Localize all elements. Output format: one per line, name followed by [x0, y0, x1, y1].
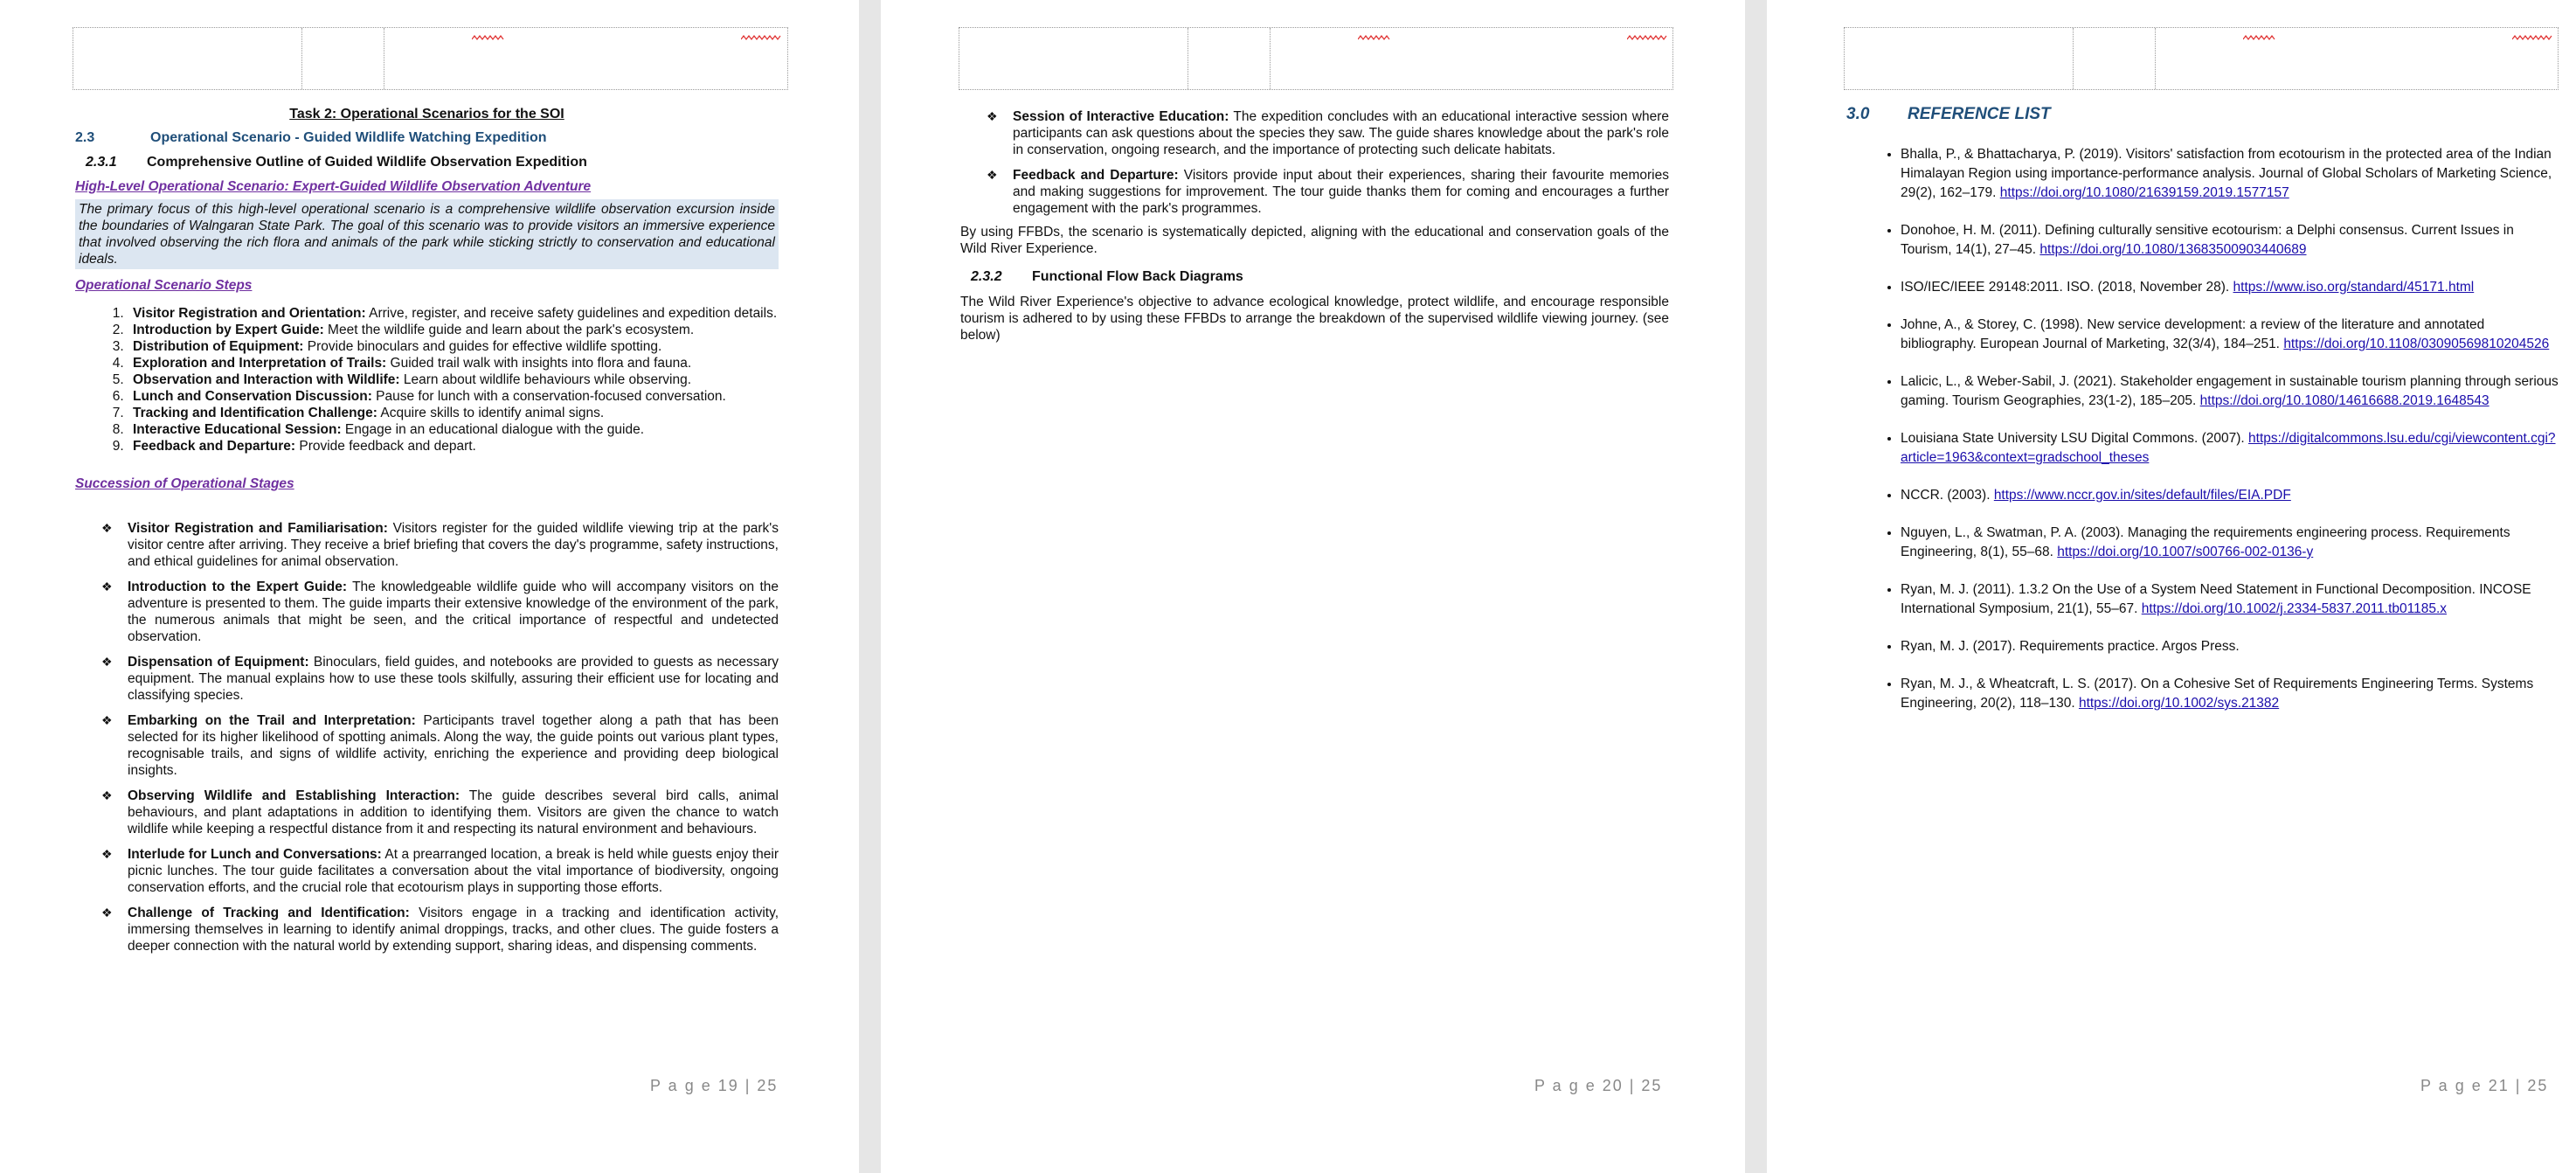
header-table — [959, 27, 1673, 90]
reference-item: • Lalicic, L., & Weber-Sabil, J. (2021). Stakeholder engagement in sustainable tourism planning through serious gaming. Tourism Geographies, 23(1-2), 185–205. https://doi.org/10.1080/14616688.2019.1648543 — [1901, 372, 2563, 411]
spellcheck-squiggle — [741, 35, 781, 42]
steps-list — [75, 305, 779, 455]
header-cell — [73, 28, 302, 89]
list-item: 3. Distribution of Equipment: Provide binoculars and guides for effective wildlife spotting. — [128, 338, 779, 355]
high-level-scenario-title: High-Level Operational Scenario: Expert-Guided Wildlife Observation Adventure — [75, 179, 592, 194]
reference-link[interactable]: https://doi.org/10.1080/21639159.2019.1577157 — [1999, 185, 2289, 200]
steps-title: Operational Scenario Steps — [75, 278, 253, 293]
reference-link[interactable]: https://doi.org/10.1080/14616688.2019.1648543 — [2199, 393, 2489, 408]
reference-list — [1846, 145, 2563, 713]
page-number: P a g e 20 | 25 — [1534, 1077, 1663, 1094]
spellcheck-squiggle — [1358, 35, 1391, 42]
list-item: ❖ Feedback and Departure: Visitors provide input about their experiences, sharing their favourite memories and making suggestions for improvement. The tour guide thanks them for coming and encourages a further engagement with the park's programmes. — [987, 168, 1669, 216]
list-item: ❖ Interlude for Lunch and Conversations: At a prearranged location, a break is held while guests enjoy their picnic lunches. The tour guide facilitates a conversation about the vital importance of biodiversity, ongoing conservation efforts, and the crucial role that ecotourism plays in supporting those efforts. — [101, 847, 779, 895]
header-cell — [959, 28, 1188, 89]
diamond-bullet-icon: ❖ — [101, 655, 113, 669]
spellcheck-squiggle — [1627, 35, 1667, 42]
header-cell — [302, 28, 384, 89]
task-title: Task 2: Operational Scenarios for the SOI — [289, 107, 564, 121]
stages-title: Succession of Operational Stages — [75, 476, 294, 491]
page-number: P a g e 21 | 25 — [2420, 1077, 2549, 1094]
list-item: ❖ Embarking on the Trail and Interpretation: Participants travel together along a path that has been selected for its higher likelihood of spotting animals. Along the way, the guide points out various plant types, recognisable trails, and signs of wildlife activity, enriching the experience and providing deep biological insights. — [101, 713, 779, 778]
header-cell — [2156, 28, 2558, 89]
list-item: ❖ Challenge of Tracking and Identification: Visitors engage in a tracking and identification activity, immersing themselves in learning to identify animal droppings, tracks, and other clues. The guide fosters a deeper connection with the natural world by extending support, sharing ideas, and dispensing comments. — [101, 906, 779, 954]
list-item: ❖ Visitor Registration and Familiarisation: Visitors register for the guided wildlife viewing trip at the park's visitor centre after arriving. They receive a brief briefing that covers the day's programme, safety instructions, and ethical guidelines for animal observation. — [101, 521, 779, 569]
header-cell — [2074, 28, 2156, 89]
list-item: 2. Introduction by Expert Guide: Meet the wildlife guide and learn about the park's ecosystem. — [128, 322, 779, 338]
reference-link[interactable]: https://www.iso.org/standard/45171.html — [2233, 280, 2475, 295]
section-heading — [75, 129, 779, 146]
list-item: ❖ Dispensation of Equipment: Binoculars, field guides, and notebooks are provided to guests as necessary equipment. The manual explains how to use these tools skilfully, assuring their efficient use for locating and classifying species. — [101, 655, 779, 703]
list-item: ❖ Session of Interactive Education: The expedition concludes with an educational interactive session where participants can ask questions about the species they saw. The guide shares knowledge about the park's role in conservation, ongoing research, and the importance of protecting such delicate habitats. — [987, 109, 1670, 157]
diamond-bullet-icon: ❖ — [101, 713, 113, 727]
page-19-body — [75, 106, 779, 963]
reference-link[interactable]: https://doi.org/10.1108/03090569810204526 — [2283, 337, 2550, 351]
subsection-heading — [960, 268, 1669, 285]
list-item: ❖ Observing Wildlife and Establishing Interaction: The guide describes several bird calls, animal behaviours, and plant adaptations in addition to identifying them. Visitors are given the chance to watch wildlife while keeping a respectful distance from it and respecting its natural environment and behaviours. — [101, 788, 779, 836]
diamond-bullet-icon: ❖ — [101, 906, 113, 920]
diamond-bullet-icon: ❖ — [101, 580, 113, 593]
summary-paragraph: By using FFBDs, the scenario is systematically depicted, aligning with the educational and conservation goals of the Wild River Experience. — [960, 225, 1669, 256]
reference-link[interactable]: https://doi.org/10.1002/sys.21382 — [2078, 696, 2280, 711]
subsection-heading — [75, 154, 779, 170]
page-21-body — [1846, 106, 2563, 732]
list-item: 8. Interactive Educational Session: Engage in an educational dialogue with the guide. — [128, 421, 779, 438]
subsection-number: 2.3.1 — [86, 155, 117, 170]
spellcheck-squiggle — [472, 35, 505, 42]
header-table — [1844, 27, 2559, 90]
spellcheck-squiggle — [2243, 35, 2276, 42]
reference-item: • ISO/IEC/IEEE 29148:2011. ISO. (2018, November 28). https://www.iso.org/standard/45171.html — [1901, 278, 2563, 297]
diamond-bullet-icon: ❖ — [101, 521, 113, 535]
list-item: 1. Visitor Registration and Orientation: Arrive, register, and receive safety guidelines and expedition details. — [128, 305, 779, 322]
reference-item: • Louisiana State University LSU Digital Commons. (2007). https://digitalcommons.lsu.edu/cgi/viewcontent.cgi?article=1963&context=gradschool_theses — [1901, 429, 2563, 468]
reference-link[interactable]: https://www.nccr.gov.in/sites/default/files/EIA.PDF — [1993, 488, 2291, 503]
document-page-19 — [0, 0, 859, 1173]
list-item: ❖ Introduction to the Expert Guide: The knowledgeable wildlife guide who will accompany visitors on the adventure is presented to them. The guide imparts their extensive knowledge of the environment of the park, the numerous animals that might be seen, and the critical importance of respectful and undetected observation. — [101, 580, 779, 644]
reference-item: • Ryan, M. J., & Wheatcraft, L. S. (2017). On a Cohesive Set of Requirements Engineering Terms. Systems Engineering, 20(2), 118–130. https://doi.org/10.1002/sys.21382 — [1901, 675, 2563, 713]
section-number: 2.3 — [75, 130, 95, 145]
subsection-title: Functional Flow Back Diagrams — [1032, 269, 1243, 284]
section-title: Operational Scenario - Guided Wildlife Watching Expedition — [150, 130, 547, 145]
stages-list-continued — [960, 108, 1669, 217]
header-cell — [384, 28, 787, 89]
diamond-bullet-icon: ❖ — [987, 168, 998, 182]
header-cell — [1845, 28, 2074, 89]
reference-link[interactable]: https://digitalcommons.lsu.edu/cgi/viewcontent.cgi?article=1963&context=gradschool_theses — [1901, 431, 2556, 465]
reference-heading — [1846, 106, 2563, 122]
list-item: 4. Exploration and Interpretation of Trails: Guided trail walk with insights into flora and fauna. — [128, 355, 779, 371]
document-page-20 — [881, 0, 1745, 1173]
reference-item: • Ryan, M. J. (2017). Requirements practice. Argos Press. — [1901, 637, 2563, 656]
list-item: 5. Observation and Interaction with Wildlife: Learn about wildlife behaviours while observing. — [128, 371, 779, 388]
header-table — [73, 27, 788, 90]
reference-item: • Johne, A., & Storey, C. (1998). New service development: a review of the literature and annotated bibliography. European Journal of Marketing, 32(3/4), 184–251. https://doi.org/10.1108/03090569810204526 — [1901, 316, 2563, 354]
reference-link[interactable]: https://doi.org/10.1007/s00766-002-0136-y — [2057, 545, 2314, 559]
document-page-21 — [1767, 0, 2576, 1173]
reference-item: • Donohoe, H. M. (2011). Defining culturally sensitive ecotourism: a Delphi consensus. Current Issues in Tourism, 14(1), 27–45. https://doi.org/10.1080/13683500903440689 — [1901, 221, 2563, 260]
subsection-title: Comprehensive Outline of Guided Wildlife Observation Expedition — [147, 155, 587, 170]
page-number: P a g e 19 | 25 — [650, 1077, 779, 1094]
header-cell — [1271, 28, 1672, 89]
reference-item: • Nguyen, L., & Swatman, P. A. (2003). Managing the requirements engineering process. Requirements Engineering, 8(1), 55–68. https://doi.org/10.1007/s00766-002-0136-y — [1901, 524, 2563, 562]
stages-list — [75, 520, 779, 954]
section-title: REFERENCE LIST — [1908, 105, 2051, 123]
list-item: 6. Lunch and Conservation Discussion: Pause for lunch with a conservation-focused conversation. — [128, 388, 779, 405]
reference-item: • Ryan, M. J. (2011). 1.3.2 On the Use of a System Need Statement in Functional Decomposition. INCOSE International Symposium, 21(1), 55–67. https://doi.org/10.1002/j.2334-5837.2011.tb01185.x — [1901, 580, 2563, 619]
header-cell — [1188, 28, 1271, 89]
reference-item: • Bhalla, P., & Bhattacharya, P. (2019). Visitors' satisfaction from ecotourism in the protected area of the Indian Himalayan Region using importance-performance analysis. Journal of Global Scholars of Marketing Science, 29(2), 162–179. https://doi.org/10.1080/21639159.2019.1577157 — [1901, 145, 2563, 203]
reference-item: • NCCR. (2003). https://www.nccr.gov.in/sites/default/files/EIA.PDF — [1901, 486, 2563, 505]
list-item: 9. Feedback and Departure: Provide feedback and depart. — [128, 438, 779, 455]
reference-link[interactable]: https://doi.org/10.1002/j.2334-5837.2011.tb01185.x — [2141, 601, 2448, 616]
page-20-body — [960, 108, 1669, 344]
list-item: 7. Tracking and Identification Challenge: Acquire skills to identify animal signs. — [128, 405, 779, 421]
diamond-bullet-icon: ❖ — [101, 788, 113, 802]
diamond-bullet-icon: ❖ — [101, 847, 113, 861]
section-number: 3.0 — [1846, 105, 1870, 123]
reference-link[interactable]: https://doi.org/10.1080/13683500903440689 — [2039, 242, 2307, 257]
body-paragraph: The Wild River Experience's objective to advance ecological knowledge, protect wildlife, and encourage responsible tourism is adhered to by using these FFBDs to arrange the breakdown of the supervised wildlife viewing journey. (see below) — [960, 295, 1669, 343]
diamond-bullet-icon: ❖ — [987, 109, 998, 123]
spellcheck-squiggle — [2512, 35, 2552, 42]
highlighted-paragraph: The primary focus of this high-level operational scenario is a comprehensive wildlife observation excursion inside the boundaries of Walngaran State Park. The goal of this scenario was to provide visitors an immersive experience that involved observing the rich flora and animals of the park while sticking strictly to conservation and educational ideals. — [75, 199, 779, 269]
subsection-number: 2.3.2 — [971, 269, 1002, 284]
